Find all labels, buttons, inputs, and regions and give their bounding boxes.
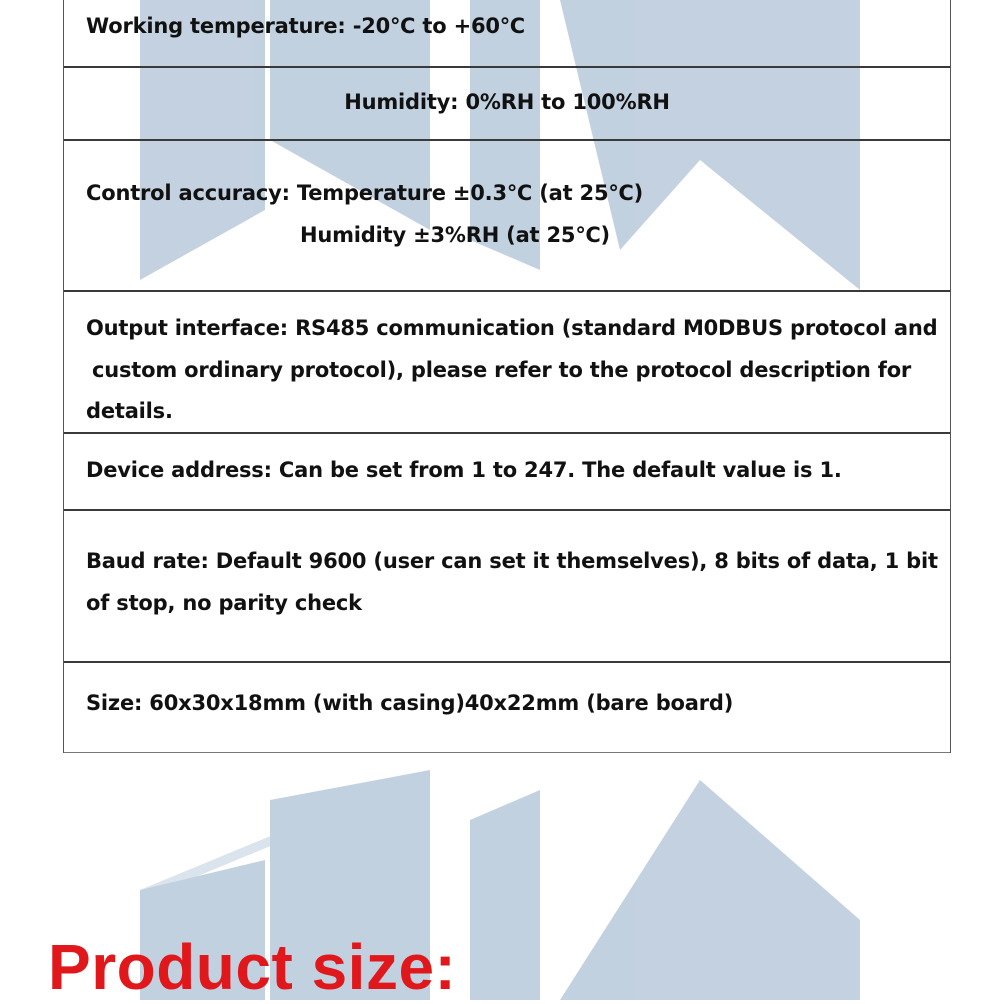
product-size-heading: Product size: [48,931,457,1003]
spec-row-size [64,663,950,753]
spec-row-baud-rate [64,511,950,663]
spec-text-line-3: details. [86,399,173,423]
spec-text: Device address: Can be set from 1 to 247. The default value is 1. [86,458,842,482]
spec-text-line-2: Humidity ±3%RH (at 25℃) [300,223,610,247]
spec-text: Humidity: 0%RH to 100%RH [344,90,670,114]
spec-text-line-1: Output interface: RS485 communication (standard M0DBUS protocol and [86,316,938,340]
spec-row-device-address [64,434,950,511]
spec-row-working-temperature [64,0,950,68]
spec-text-line-1: Control accuracy: Temperature ±0.3℃ (at 25℃) [86,181,643,205]
spec-text-line-2: custom ordinary protocol), please refer to the protocol description for [92,358,912,382]
spec-row-control-accuracy [64,141,950,292]
spec-table [63,0,951,753]
spec-text: Size: 60x30x18mm (with casing)40x22mm (bare board) [86,691,734,715]
spec-row-output-interface [64,292,950,434]
spec-text-line-2: of stop, no parity check [86,591,362,615]
spec-text: Working temperature: -20℃ to +60℃ [86,14,526,38]
spec-row-humidity [64,68,950,141]
spec-text-line-1: Baud rate: Default 9600 (user can set it themselves), 8 bits of data, 1 bit [86,549,938,573]
